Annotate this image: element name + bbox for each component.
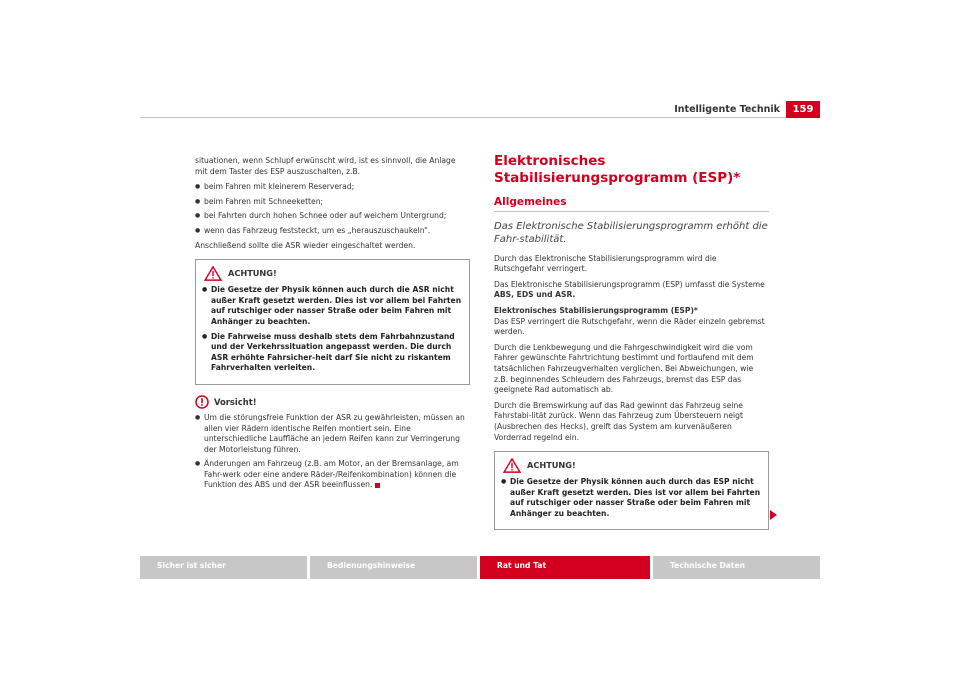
lead-text: Das Elektronische Stabilisierungsprogramm erhöht die Fahr-stabilität. bbox=[494, 220, 768, 245]
footer-tab-sicher-ist-sicher[interactable]: Sicher ist sicher bbox=[140, 556, 307, 579]
section-title: Elektronisches Stabilisierungsprogramm (ESP)* bbox=[494, 153, 741, 186]
footer-tab-rat-und-tat[interactable]: Rat und Tat bbox=[480, 556, 650, 579]
warning-title: ACHTUNG! bbox=[527, 460, 576, 471]
paragraph-text: Das Elektronische Stabilisierungsprogramm (ESP) umfasst die Systeme bbox=[494, 279, 765, 289]
end-marker-icon bbox=[375, 483, 380, 488]
footer-tab-bedienungshinweise[interactable]: Bedienungshinweise bbox=[310, 556, 477, 579]
intro-paragraph: situationen, wenn Schlupf erwünscht wird, ist es sinnvoll, die Anlage mit dem Taster des ESP auszuschalten, z.B. bbox=[195, 156, 456, 176]
warning-box bbox=[195, 259, 470, 385]
caution-item: ● Um die störungsfreie Funktion der ASR zu gewährleisten, müssen an allen vier Rädern identische Reifen montiert sein. Eine unterschiedliche Lauffläche an jedem Reifen kann zur Verringerung der Motorleistung führen. bbox=[195, 413, 470, 455]
list-item: ● bei Fahrten durch hohen Schnee oder auf weichem Untergrund; bbox=[195, 211, 470, 222]
warning-header bbox=[501, 458, 762, 473]
after-paragraph: Anschließend sollte die ASR wieder eingeschaltet werden. bbox=[195, 240, 416, 250]
paragraph: Das ESP verringert die Rutschgefahr, wenn die Räder einzeln gebremst werden. bbox=[494, 316, 765, 337]
next-page-arrow-icon[interactable] bbox=[770, 510, 777, 520]
warning-triangle-icon bbox=[204, 266, 222, 281]
subsection-title: Allgemeines bbox=[494, 197, 769, 212]
list-item: ● beim Fahren mit Schneeketten; bbox=[195, 197, 470, 208]
paragraph-heading: Elektronisches Stabilisierungsprogramm (ESP)* bbox=[494, 305, 698, 315]
exclamation-circle-icon bbox=[195, 395, 209, 409]
header-rule bbox=[140, 117, 820, 118]
right-column bbox=[494, 153, 769, 540]
list-item: ● beim Fahren mit kleinerem Reserverad; bbox=[195, 182, 470, 193]
caution-header bbox=[195, 395, 470, 409]
warning-title: ACHTUNG! bbox=[228, 268, 277, 279]
header-title: Intelligente Technik bbox=[674, 104, 780, 115]
footer-tab-technische-daten[interactable]: Technische Daten bbox=[653, 556, 820, 579]
paragraph-systems bbox=[494, 280, 769, 301]
warning-box bbox=[494, 451, 769, 530]
left-column bbox=[195, 156, 470, 495]
caution-item-text: Änderungen am Fahrzeug (z.B. am Motor, an der Bremsanlage, am Fahr-werk oder eine andere Räder-/Reifenkombination) können die Funktion des ABS und der ASR beeinflussen. bbox=[204, 459, 459, 490]
warning-triangle-icon bbox=[503, 458, 521, 473]
page-number-badge: 159 bbox=[786, 101, 820, 118]
paragraph: Durch die Lenkbewegung und die Fahrgeschwindigkeit wird die vom Fahrer gewünschte Fahrtrichtung bestimmt und fortlaufend mit dem tatsächlichen Fahrzeugverhalten verglichen. Bei Abweichungen, wie z.B. beginnendes Schleudern des Fahrzeugs, bremst das ESP das geeignete Rad automatisch ab. bbox=[494, 342, 754, 395]
paragraph: Durch das Elektronische Stabilisierungsprogramm wird die Rutschgefahr verringert. bbox=[494, 253, 717, 274]
list-item: ● wenn das Fahrzeug feststeckt, um es „herauszuschaukeln“. bbox=[195, 226, 470, 237]
caution-title: Vorsicht! bbox=[214, 396, 257, 407]
warning-header bbox=[202, 266, 463, 281]
systems-list: ABS, EDS und ASR. bbox=[494, 290, 576, 300]
caution-item bbox=[195, 459, 470, 491]
warning-item: ● Die Gesetze der Physik können auch durch das ESP nicht außer Kraft gesetzt werden. Dies ist vor allem bei Fahrten auf rutschiger oder nasser Straße oder beim Fahren mit Anhänger zu beachten. bbox=[501, 477, 762, 519]
warning-item: ● Die Gesetze der Physik können auch durch die ASR nicht außer Kraft gesetzt werden. Dies ist vor allem bei Fahrten auf rutschiger oder nasser Straße oder beim Fahren mit Anhänger zu beachten. bbox=[202, 285, 463, 327]
warning-item: ● Die Fahrweise muss deshalb stets dem Fahrbahnzustand und der Verkehrssituation angepasst werden. Die durch ASR erhöhte Fahrsicher-heit darf Sie nicht zu riskantem Fahrverhalten verleiten. bbox=[202, 332, 463, 374]
paragraph: Durch die Bremswirkung auf das Rad gewinnt das Fahrzeug seine Fahrstabi-lität zurück. Wenn das Fahrzeug zum Übersteuern neigt (Ausbrechen des Hecks), greift das System am kurvenäußeren Vorderrad regelnd ein. bbox=[494, 400, 743, 442]
